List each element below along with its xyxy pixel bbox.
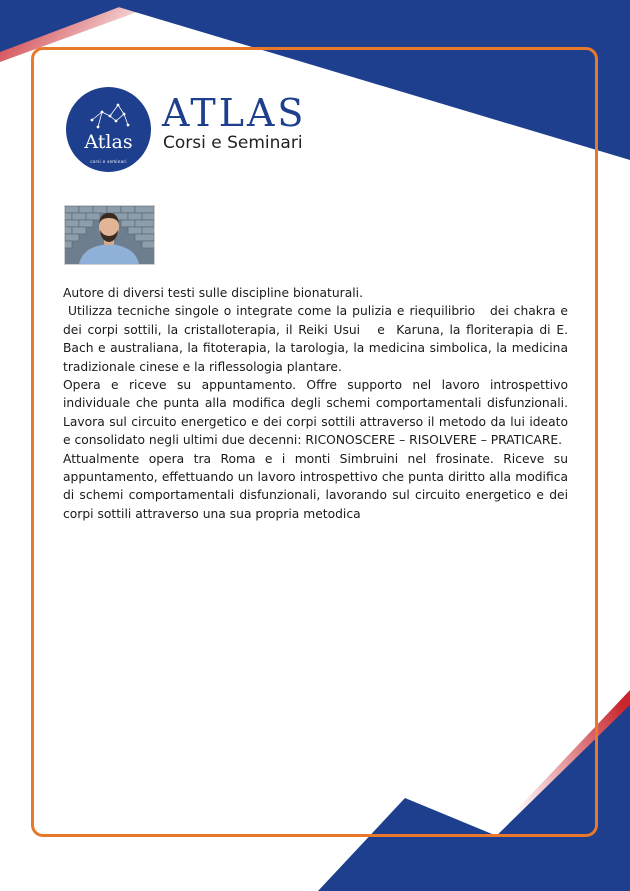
atlas-logo bbox=[66, 87, 151, 172]
brand-name: ATLAS bbox=[162, 91, 307, 135]
bio-paragraph: Utilizza tecniche singole o integrate come la pulizia e riequilibrio dei chakra e dei corpi sottili, la cristalloterapia, il Reiki Usui e Karuna, la floriterapia di E. Bach e australiana, la fitoterapia, la tarologia, la medicina simbolica, la medicina tradizionale cinese e la riflessologia plantare. bbox=[63, 304, 576, 374]
portrait-photo-icon bbox=[65, 206, 154, 264]
bio-paragraph: Attualmente opera tra Roma e i monti Simbruini nel frosinate. Riceve su appuntamento, effettuando un lavoro introspettivo che punta diritto alla modifica di schemi comportamentali disfunzionali, lavorando sul circuito energetico e dei corpi sottili attraverso una sua propria metodica bbox=[63, 451, 568, 521]
portrait-photo bbox=[64, 205, 155, 265]
bio-paragraph: Opera e riceve su appuntamento. Offre supporto nel lavoro introspettivo individuale che punta alla modifica degli schemi comportamentali disfunzionali. Lavora sul circuito energetico e dei corpi sottili attraverso il metodo da lui ideato e consolidato negli ultimi due decenni: RICONOSCERE – RISOLVERE – PRATICARE. bbox=[63, 378, 568, 448]
logo-circle-text: Atlas bbox=[84, 131, 133, 153]
brand-subtitle: Corsi e Seminari bbox=[163, 133, 303, 153]
bio-paragraph: Autore di diversi testi sulle discipline bionaturali. bbox=[63, 286, 363, 300]
bio-text bbox=[63, 284, 576, 523]
logo-circle-subtext: corsi e seminari bbox=[90, 159, 127, 164]
